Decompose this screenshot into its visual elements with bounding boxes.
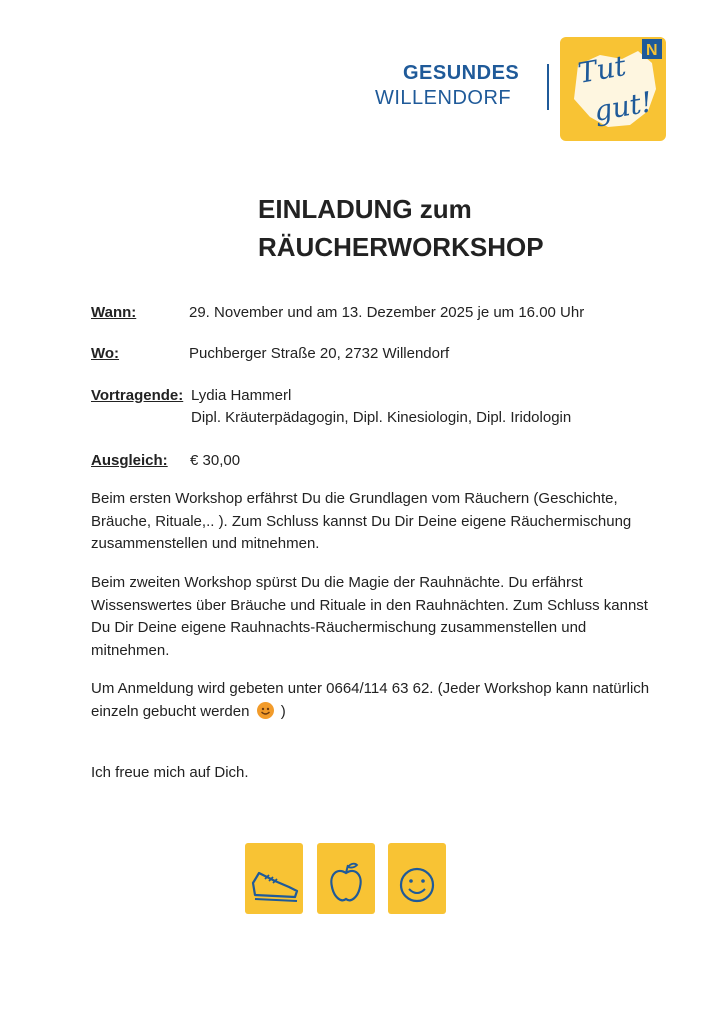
apple-tile: [317, 843, 375, 914]
brand-line-willendorf: WILLENDORF: [375, 87, 512, 109]
registration-close-paren: ): [280, 702, 286, 720]
wo-label: Wo:: [91, 345, 120, 362]
running-shoe-icon: [245, 843, 303, 914]
page-title: [258, 190, 544, 266]
title-line2: RÄUCHERWORKSHOP: [258, 232, 544, 262]
title-line1: EINLADUNG zum: [258, 194, 472, 224]
brand-line-gesundes: GESUNDES: [403, 62, 520, 84]
wo-value: Puchberger Straße 20, 2732 Willendorf: [189, 345, 450, 362]
vortragende-name: Lydia Hammerl: [191, 387, 292, 404]
registration-text: Um Anmeldung wird gebeten unter 0664/114 63 62. (Jeder Workshop kann natürlich einzeln gebucht werden: [91, 680, 650, 720]
logo-badge: N: [646, 42, 658, 59]
smiley-face-icon: [388, 843, 446, 914]
paragraph-second-workshop: Beim zweiten Workshop spürst Du die Magie der Rauhnächte. Du erfährst Wissenswertes über Bräuche und Rituale in den Rauhnächten. Zum Schluss kannst Du Dir Deine eigene Rauhnachts-Räuchermischung zusammenstellen und mitnehmen.: [91, 574, 648, 659]
apple-icon: [317, 843, 375, 914]
logo-text-tut: Tut: [575, 49, 629, 90]
logo-text-gut: gut!: [591, 85, 655, 128]
vortragende-titles: Dipl. Kräuterpädagogin, Dipl. Kinesiologin, Dipl. Iridologin: [191, 409, 572, 426]
tut-gut-logo: [560, 37, 666, 141]
lower-austria-map-icon: [560, 37, 666, 141]
paragraph-registration: [91, 678, 651, 723]
smiley-tile: [388, 843, 446, 914]
paragraph-first-workshop: Beim ersten Workshop erfährst Du die Grundlagen vom Räuchern (Geschichte, Bräuche, Rituale,.. ). Zum Schluss kannst Du Dir Deine eigene Räuchermischung zusammenstellen und mitnehmen.: [91, 490, 632, 552]
ausgleich-label: Ausgleich:: [91, 452, 168, 469]
closing-line: Ich freue mich auf Dich.: [91, 764, 249, 781]
wann-label: Wann:: [91, 304, 137, 321]
ausgleich-value: € 30,00: [190, 452, 241, 469]
vortragende-label: Vortragende:: [91, 387, 184, 404]
smiley-emoji-icon: [257, 702, 274, 719]
running-shoe-tile: [245, 843, 303, 914]
brand-divider: [547, 64, 549, 110]
wann-value: 29. November und am 13. Dezember 2025 je um 16.00 Uhr: [189, 304, 585, 321]
